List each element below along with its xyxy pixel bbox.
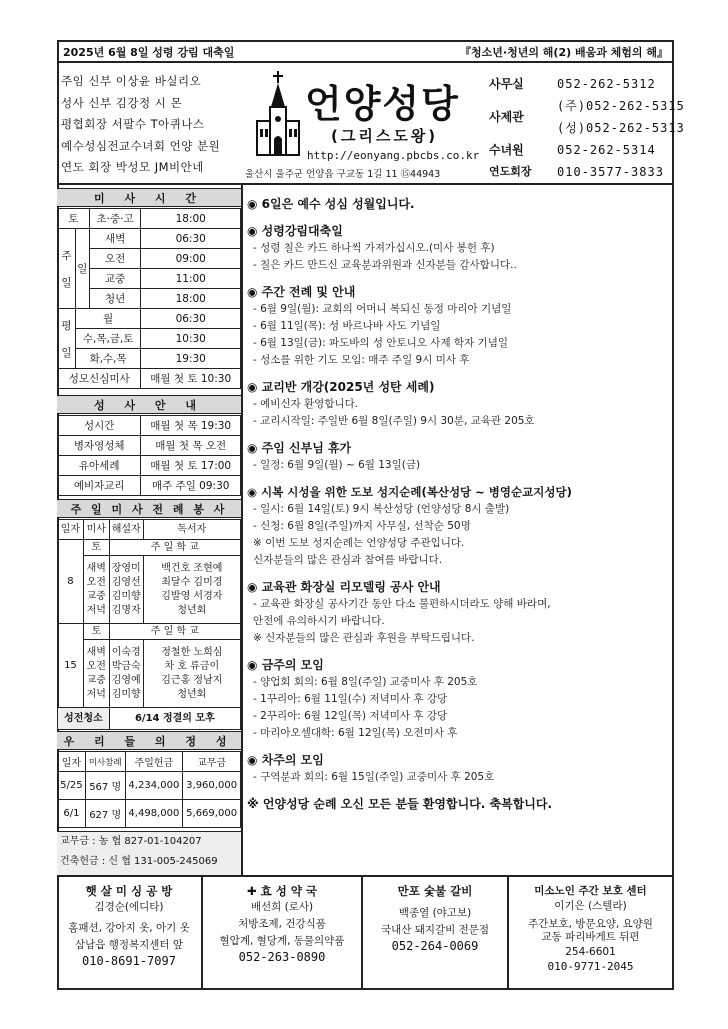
church-address: 울산시 울주군 언양읍 구교동 1길 11 ⑮44943 [245, 169, 441, 180]
notice: ◉ 차주의 모임 - 구역분과 회의: 6월 15일(주일) 교중미사 후 205호 [247, 753, 495, 783]
notice: ◉ 교리반 개강(2025년 성탄 세례) - 예비신자 환영합니다. - 교리시작일: 주일반 6월 8일(주일) 9시 30분, 교육관 205호 [247, 380, 535, 427]
weekday-label: 평 일 [58, 309, 76, 369]
liturgy-service-heading: 주 일 미 사 전 례 봉 사 [57, 499, 241, 518]
notice: ◉ 성령강림대축일 - 성령 칠은 카드 하나씩 가져가십시오.(미사 봉헌 후) - 칠은 카드 만드신 교육분과위원과 신자분들 감사합니다.. [247, 224, 517, 271]
ad-box: 만포 숯불 갈비 백종열 (야고보) 국내산 돼지갈비 전문점 052-264-0069 [363, 877, 509, 990]
staff-line: 평협회장 서팔수 T아퀴나스 [61, 117, 205, 131]
staff-list [61, 71, 220, 179]
dues-account: 교무금 : 농 협 827-01-104207 [60, 836, 202, 847]
notice: ※ 언양성당 순례 오신 모든 분들 환영합니다. 축복합니다. [247, 797, 553, 811]
ad-box: 햇 살 미 싱 공 방 김경순(에디타) 홈패션, 강아지 옷, 아기 옷 삼남읍 행정복지센터 앞 010-8691-7097 [57, 877, 203, 990]
notice: ◉ 주간 전례 및 안내 - 6월 9일(월): 교회의 어머니 복되신 동정 마리아 기념일 - 6월 11일(목): 성 바르나바 사도 기념일 - 6월 13일(금): 파도바의 성 안토니오 사제 학자 기념일 - 성소를 위한 기도 모임: 매주 주일 9시 미사 후 [247, 285, 512, 366]
building-fund-account: 건축헌금 : 신 협 131-005-245069 [60, 856, 218, 867]
church-name: 언양성당 [305, 82, 460, 126]
notice: ◉ 금주의 모임 - 양업회 회의: 6월 8일(주일) 교중미사 후 205호 - 1꾸리아: 6월 11일(수) 저녁미사 후 강당 - 2꾸리아: 6월 12일(목) 저녁미사 후 강당 - 마리아오셀대학: 6월 12일(목) 오전미사 후 [247, 658, 478, 739]
advertisements [57, 875, 674, 990]
liturgy-service-table: 일자 미사 해설자 독서자 8 토 주 일 학 교 새벽 오전 교중 저녁 장영미 김영선 김미향 김명자 백건호 조현예 최달수 김미경 김발영 서경자 청년회 15 토 주 일 학 교 새벽 오전 교중 저녁 이숙경 박금숙 김영예 김미향 정철한 노희심 차 호 류금이 김근홍 정남지 청년회 성전청소 6/14 정결의 모후 [57, 519, 241, 730]
staff-line: 연도 회장 박성모 JM비안네 [61, 160, 204, 174]
mass-times-table: 토 초·중·고 18:00 주 일 일 새벽 06:30 오전 09:00 교중 11:00 청년 18:00 평 일 월 06:30 수,목,금,토 10:30 화,수,목 19:30 성모신심미사 매월 첫 토 10:30 [57, 208, 241, 389]
staff-line: 주임 신부 이상윤 바실리오 [61, 74, 202, 88]
notice: ◉ 시복 시성을 위한 도보 성지순례(복산성당 ~ 병영순교지성당) - 일시: 6월 14일(토) 9시 복산성당 (언양성당 8시 출발) - 신청: 6월 8일(주일)까지 사무실, 선착순 50명 ※ 이번 도보 성지순례는 언양성당 주관입니다. 신자분들의 많은 관심과 참여를 바랍니다. [247, 485, 572, 566]
sunday-label: 주 일 [58, 229, 76, 309]
notices [247, 195, 672, 822]
header: 주임 신부 이상윤 바실리오 성사 신부 김강정 시 몬 평협회장 서팔수 T아퀴나스 예수성심전교수녀회 언양 분원 연도 회장 박성모 JM비안네 언양성당 (그리스도왕) http://eonyang.pbcbs.co.kr 울산시 울주군 언양읍 구교동 1길 11 ⑮44943 사무실 052-262-5312 사제관 (주)052-262-5315 (성)052-262-5313 수녀원 052-262-5314 연도회장 010-3577-3833 [57, 63, 674, 185]
sacraments-table: 성시간 매월 첫 목 19:30 병자영성체 매월 첫 목 오전 유아세례 매월 첫 토 17:00 예비자교리 매주 주일 09:30 [57, 415, 241, 496]
offering-table: 일자 미사참례 주일헌금 교무금 5/25 567 명 4,234,000 3,960,000 6/1 627 명 4,498,000 5,669,000 [57, 751, 241, 828]
church-logo [245, 69, 513, 180]
bulletin-date: 2025년 6월 8일 성령 강림 대축일 [63, 46, 235, 59]
church-url[interactable]: http://eonyang.pbcbs.co.kr [307, 149, 480, 162]
sacraments-heading: 성 사 안 내 [57, 395, 241, 414]
staff-line: 성사 신부 김강정 시 몬 [61, 95, 183, 110]
ad-box: ✚ 효 성 약 국 배선희 (로사) 처방조제, 건강식품 혈압계, 혈당계, 동물의약품 052-263-0890 [203, 877, 363, 990]
offering-heading: 우 리 들 의 정 성 [57, 731, 241, 750]
church-subtitle: (그리스도왕) [331, 127, 439, 145]
church-building-icon [253, 69, 303, 159]
top-bar [57, 40, 674, 63]
left-column [57, 185, 243, 875]
notice: ◉ 교육관 화장실 리모델링 공사 안내 - 교육관 화장실 공사기간 동안 다소 불편하시더라도 양해 바라며, 안전에 유의하시기 바랍니다. ※ 신자분들의 많은 관심과 후원을 부탁드립니다. [247, 580, 551, 644]
notice: ◉ 주임 신부님 휴가 - 일정: 6월 9일(월) ~ 6월 13일(금) [247, 441, 421, 471]
notice: ◉ 6일은 예수 성심 성월입니다. [247, 197, 415, 211]
staff-line: 예수성심전교수녀회 언양 분원 [61, 138, 221, 153]
mass-times-heading: 미 사 시 간 [57, 188, 241, 207]
bank-accounts [57, 831, 241, 875]
ad-box: 미소노인 주간 보호 센터 이기은 (스텔라) 주간보호, 방문요양, 요양원 교동 파리바게트 뒤편 254-6601 010-9771-2045 [528, 885, 653, 973]
year-motto: 『청소년·청년의 해(2) 배움과 체험의 해』 [460, 46, 668, 59]
